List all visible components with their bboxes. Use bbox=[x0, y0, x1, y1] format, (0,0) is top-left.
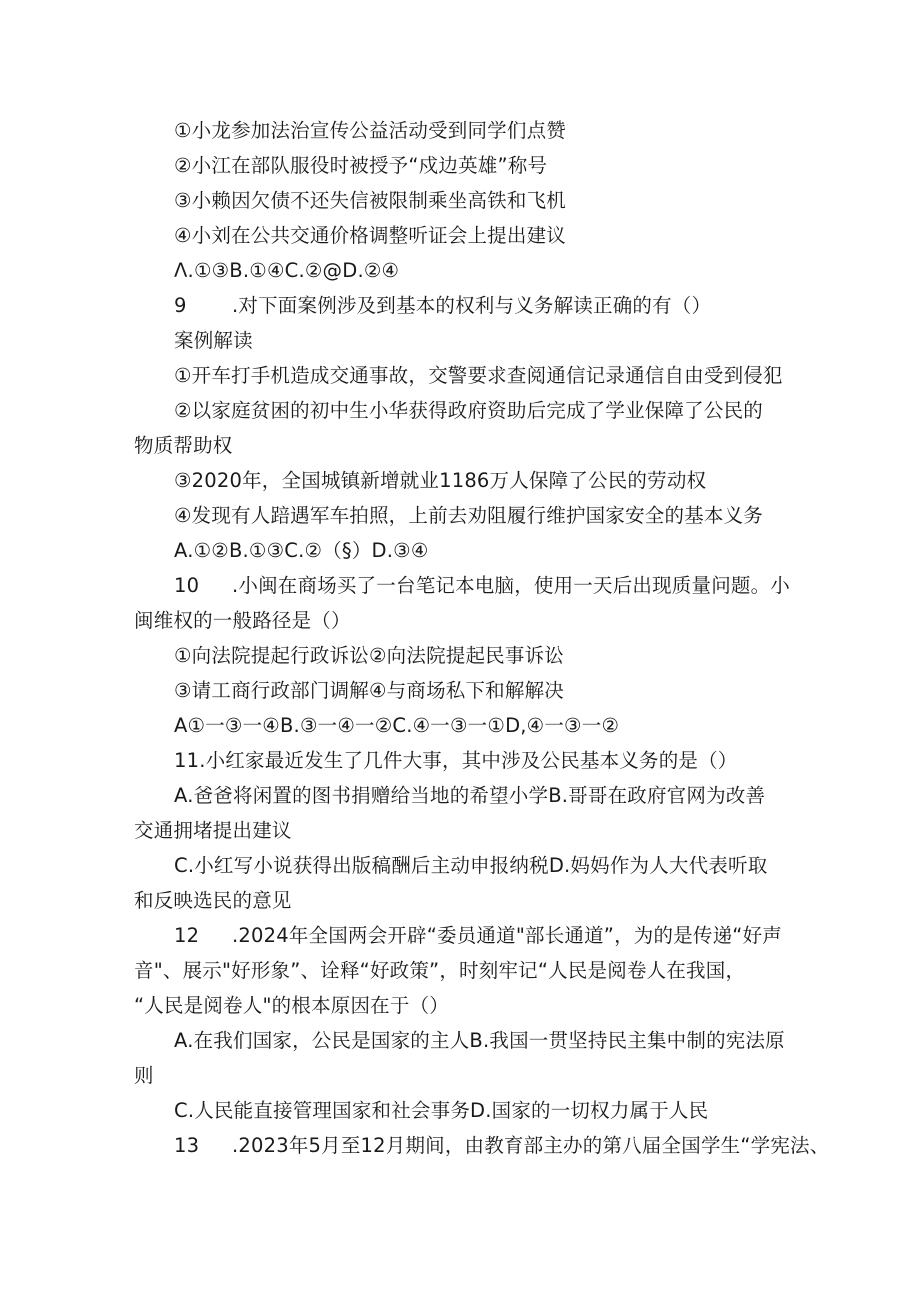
q9-stem bbox=[174, 293, 711, 319]
q8-item-4: ④小刘在公共交通价格调整听证会上提出建议 bbox=[174, 224, 566, 247]
q9-options: A.①②B.①③C.②（§）D.③④ bbox=[174, 539, 429, 562]
q9-item-3: ③2020年，全国城镇新增就业1186万人保障了公民的劳动权 bbox=[174, 469, 707, 492]
q9-header: 案例解读 bbox=[174, 329, 253, 352]
q9-item-1: ①开车打手机造成交通事故，交警要求查阅通信记录通信自由受到侵犯 bbox=[174, 364, 783, 387]
q10-stem-text: .小闽在商场买了一台笔记本电脑，使用一天后出现质量问题。小 bbox=[232, 574, 790, 597]
q10-item-1: ①向法院提起行政诉讼②向法院提起民事诉讼 bbox=[174, 644, 564, 667]
q9-item-2: ②以家庭贫困的初中生小华获得政府资助后完成了学业保障了公民的 bbox=[174, 399, 763, 422]
q8-item-3: ③小赖因欠债不还失信被限制乘坐高铁和飞机 bbox=[174, 189, 566, 212]
q11-stem: 11.小红家最近发生了几件大事，其中涉及公民基本义务的是（） bbox=[174, 749, 738, 772]
q12-options-cd: C.人民能直接管理国家和社会事务D.国家的一切权力属于人民 bbox=[174, 1099, 709, 1122]
q13-stem bbox=[174, 1133, 829, 1159]
q12-stem bbox=[174, 923, 782, 949]
q12-options-ab: A.在我们国家，公民是国家的主人B.我国一贯坚持民主集中制的宪法原 bbox=[174, 1029, 785, 1052]
q11-options-ab: A.爸爸将闲置的图书捐赠给当地的希望小学B.哥哥在政府官网为改善 bbox=[174, 784, 766, 807]
q12-stem-text: .2024年全国两会开辟“委员通道"部长通道”，为的是传递“好声 bbox=[232, 924, 783, 947]
q9-item-2-cont: 物质帮助权 bbox=[134, 434, 233, 457]
q9-stem-text: .对下面案例涉及到基本的权利与义务解读正确的有（） bbox=[232, 294, 712, 317]
q11-options-ab-cont: 交通拥堵提出建议 bbox=[134, 819, 292, 842]
q13-stem-text: .2023年5月至12月期间，由教育部主办的第八届全国学生“学宪法、 bbox=[232, 1134, 830, 1157]
q8-item-2: ②小江在部队服役时被授予“戍边英雄”称号 bbox=[174, 154, 548, 177]
q9-item-4: ④发现有人踣遇军车拍照，上前去劝阻履行维护国家安全的基本义务 bbox=[174, 504, 763, 527]
q9-number: 9 bbox=[174, 294, 187, 317]
q10-item-2: ③请工商行政部门调解④与商场私下和解解决 bbox=[174, 679, 564, 702]
q11-options-cd: C.小红写小说获得出版稿酬后主动申报纳税D.妈妈作为人大代表听取 bbox=[174, 854, 768, 877]
q13-number: 13 bbox=[174, 1134, 200, 1157]
q12-options-ab-cont: 则 bbox=[134, 1064, 154, 1087]
q8-item-1: ①小龙参加法治宣传公益活动受到同学们点赞 bbox=[174, 119, 566, 142]
q12-number: 12 bbox=[174, 924, 200, 947]
q11-options-cd-cont: 和反映选民的意见 bbox=[134, 889, 292, 912]
q10-stem bbox=[174, 573, 790, 599]
q12-stem-cont-1: 音"、展示"好形象”、诠释“好政策”，时刻牢记“人民是阅卷人在我国， bbox=[134, 959, 746, 982]
q12-stem-cont-2: “人民是阅卷人"的根本原因在于（） bbox=[134, 994, 449, 1017]
q10-number: 10 bbox=[174, 574, 200, 597]
q8-options: Λ.①③B.①④C.②@D.②④ bbox=[174, 259, 400, 282]
q10-stem-cont: 闽维权的一般路径是（） bbox=[134, 609, 351, 632]
q10-options: A①一③一④B.③一④一②C.④一③一①D,④一③一② bbox=[174, 714, 620, 737]
